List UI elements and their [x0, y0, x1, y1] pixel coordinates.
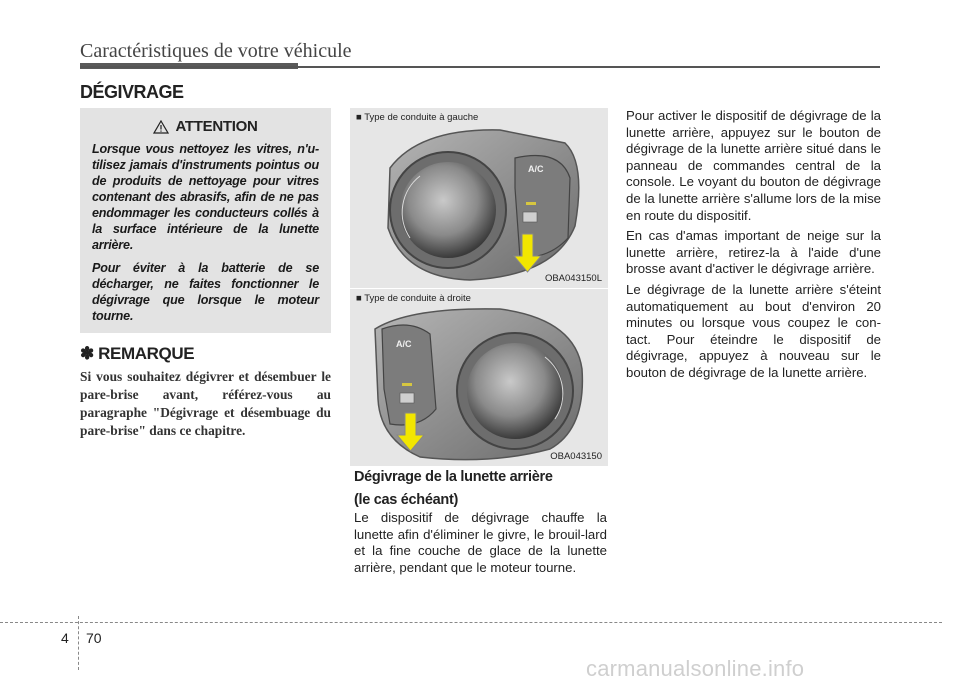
- figure-label: ■ Type de conduite à droite: [356, 293, 471, 304]
- right-column: [626, 108, 881, 386]
- climate-control-illustration: [350, 289, 608, 466]
- subsection-title-line: Dégivrage de la lunette arrière: [354, 469, 553, 485]
- climate-control-illustration: [350, 108, 608, 288]
- chapter-number: 4: [61, 630, 69, 646]
- attention-paragraph: Lorsque vous nettoyez les vitres, n'u-tilisez jamais d'instruments pointus ou de produits de nettoyage pour vitres contenant des abrasifs, afin de ne pas endommager les conducteurs collés à la surface intérieure de la lunette arrière.: [92, 142, 319, 252]
- ac-button-label: A/C: [528, 164, 544, 174]
- figure-code: OBA043150: [550, 451, 602, 462]
- attention-paragraph: Pour éviter à la batterie de se décharger, ne faites fonctionner le dégivrage que lorsque le moteur tourne.: [92, 261, 319, 323]
- figure-right-hand-drive: [350, 288, 608, 466]
- section-title: DÉGIVRAGE: [80, 82, 184, 102]
- remark-text: Si vous souhaitez dégivrer et désembuer le pare-brise avant, référez-vous au paragraphe "Dégivrage et désembuage du pare-brise" dans ce chapitre.: [80, 369, 331, 438]
- figure-label: ■ Type de conduite à gauche: [356, 112, 479, 123]
- body-paragraph: En cas d'amas important de neige sur la lunette arrière, retirez-la à l'aide d'une brosse avant d'activer le dégivrage arrière.: [626, 228, 881, 277]
- body-paragraph: Pour activer le dispositif de dégivrage de la lunette arrière, appuyez sur le bouton de dégivrage de la lunette arrière situé dans le panneau de commandes central de la console. Le voyant du bouton de dégivrage de la lunette arrière s'allume lors de la mise en route du dispositif.: [626, 108, 881, 223]
- subsection-title: [354, 466, 553, 512]
- footer-separator: [78, 616, 79, 670]
- footer-rule: [0, 622, 942, 623]
- attention-title: ATTENTION: [175, 118, 258, 135]
- remark-title: ✽ REMARQUE: [80, 344, 195, 363]
- page-number: 70: [86, 630, 102, 646]
- figure-code: OBA043150L: [544, 273, 602, 284]
- body-paragraph: Le dégivrage de la lunette arrière s'éteint automatiquement au bout d'environ 20 minutes ou lorsque vous coupez le con-tact. Pour éteindre le dispositif de dégivrage, appuyez à nouveau sur le bouton de dégivrage de la lunette arrière.: [626, 281, 881, 380]
- figure-left-hand-drive: [350, 108, 608, 288]
- subsection-text: Le dispositif de dégivrage chauffe la lunette afin d'éliminer le givre, le brouil-lard et la fine couche de glace de la lunette arrière, pendant que le moteur tourne.: [354, 510, 607, 575]
- warning-icon: [153, 120, 169, 134]
- attention-box: [80, 108, 331, 333]
- ac-button-label: A/C: [396, 339, 412, 349]
- watermark: carmanualsonline.info: [586, 656, 805, 681]
- header-title: Caractéristiques de votre véhicule: [80, 40, 352, 62]
- header-rule: [80, 66, 880, 68]
- subsection-title-line: (le cas échéant): [354, 492, 458, 508]
